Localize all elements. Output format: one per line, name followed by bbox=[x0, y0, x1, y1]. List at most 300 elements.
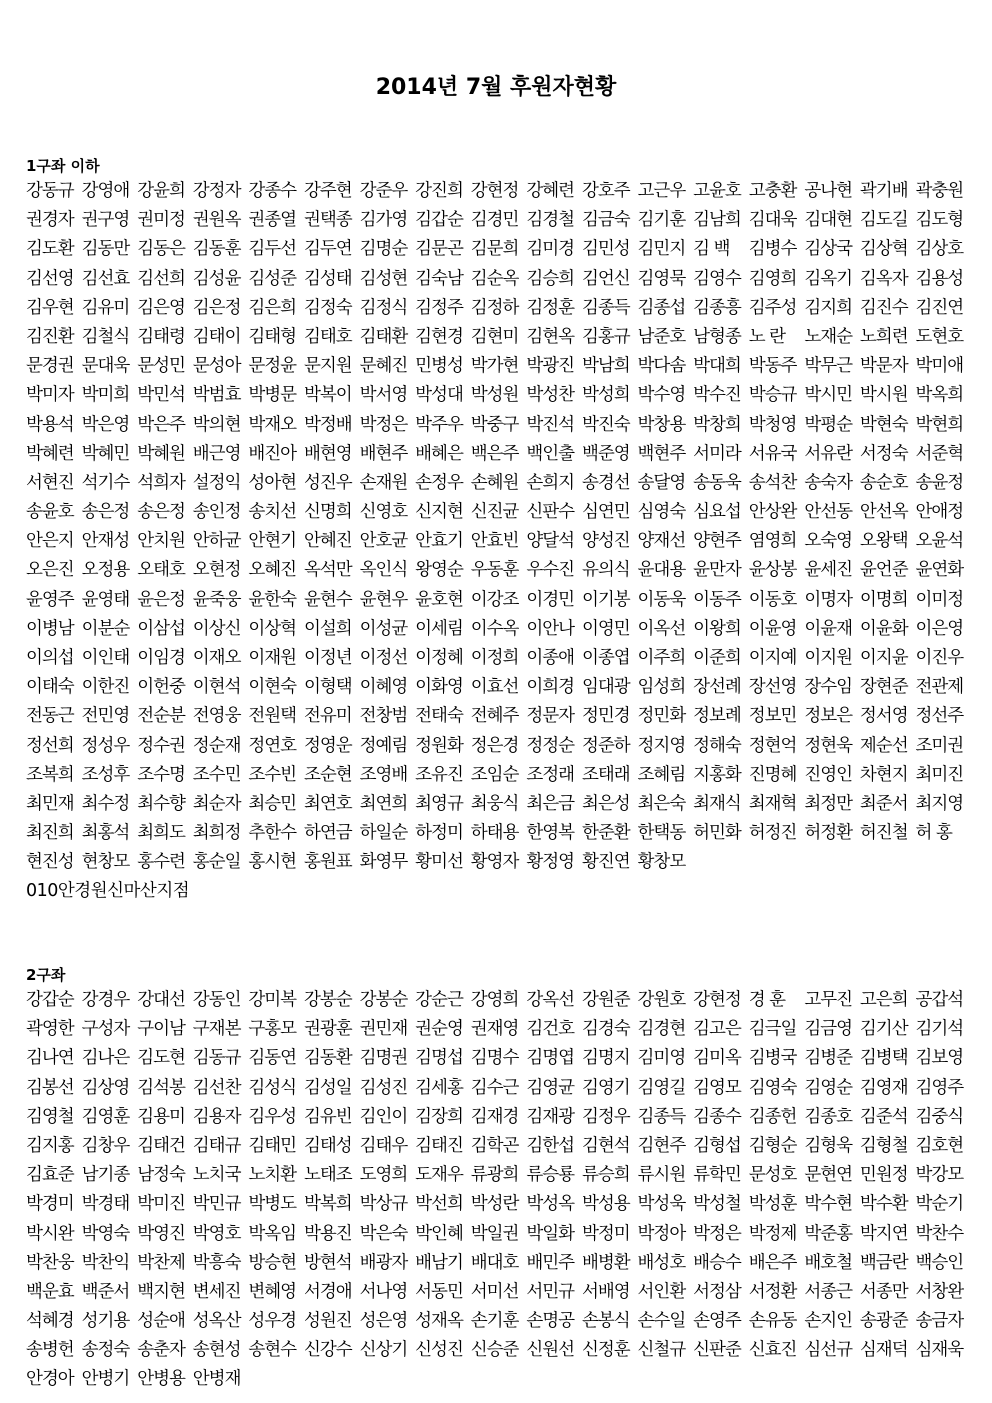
donor-name: 김영주 bbox=[915, 1077, 964, 1098]
donor-name: 윤한숙 bbox=[248, 589, 297, 610]
donor-name: 이세림 bbox=[415, 618, 463, 639]
donor-name: 노치환 bbox=[248, 1165, 297, 1186]
donor-name: 조정래 bbox=[526, 764, 575, 785]
section-heading: 2구좌 bbox=[26, 966, 66, 984]
donor-name: 김정주 bbox=[415, 297, 463, 318]
donor-name: 김종수 bbox=[693, 1106, 741, 1127]
donor-name: 이윤화 bbox=[859, 618, 908, 639]
donor-name: 박주우 bbox=[415, 414, 463, 435]
donor-name: 서종만 bbox=[859, 1281, 908, 1302]
donor-name: 윤세진 bbox=[804, 560, 853, 581]
donor-name: 권광훈 bbox=[303, 1019, 352, 1040]
donor-name: 박문자 bbox=[859, 356, 908, 377]
donor-name-list bbox=[26, 986, 972, 1395]
donor-name: 김선찬 bbox=[192, 1077, 241, 1098]
donor-name: 손정우 bbox=[415, 472, 463, 493]
donor-name: 강봉순 bbox=[303, 990, 352, 1010]
donor-name: 정민경 bbox=[581, 706, 630, 727]
donor-name: 최순자 bbox=[192, 793, 241, 814]
donor-name: 김호현 bbox=[915, 1135, 964, 1156]
donor-name: 고근우 bbox=[637, 181, 686, 201]
donor-name: 김미경 bbox=[526, 239, 575, 260]
donor-name: 김상혁 bbox=[859, 239, 908, 260]
donor-name: 송현성 bbox=[192, 1340, 241, 1361]
donor-name: 최준서 bbox=[859, 793, 908, 814]
donor-name: 서정환 bbox=[748, 1281, 797, 1302]
donor-name: 이윤영 bbox=[748, 618, 797, 639]
donor-name: 박영호 bbox=[192, 1223, 241, 1244]
donor-name: 안효기 bbox=[415, 531, 463, 552]
donor-name: 김태성 bbox=[303, 1135, 352, 1156]
donor-name: 서정숙 bbox=[859, 443, 908, 464]
donor-name: 강대선 bbox=[137, 990, 185, 1010]
donor-name: 조태래 bbox=[581, 764, 630, 785]
donor-name: 현창모 bbox=[81, 852, 130, 873]
donor-name: 석희자 bbox=[137, 472, 185, 493]
donor-name: 박혜민 bbox=[81, 443, 130, 464]
donor-name: 방현석 bbox=[303, 1252, 352, 1273]
donor-name: 노치국 bbox=[192, 1165, 241, 1186]
donor-name: 박복희 bbox=[303, 1194, 352, 1215]
donor-name: 하정미 bbox=[415, 823, 463, 844]
donor-name: 전순분 bbox=[137, 706, 185, 727]
donor-name: 박창용 bbox=[637, 414, 686, 435]
donor-name: 문성아 bbox=[192, 356, 241, 377]
donor-name: 이성균 bbox=[359, 618, 408, 639]
donor-name: 신강수 bbox=[303, 1340, 352, 1361]
donor-name: 이효선 bbox=[470, 677, 519, 698]
donor-name: 정선주 bbox=[915, 706, 964, 727]
donor-name: 강봉순 bbox=[359, 990, 408, 1010]
donor-name: 문현연 bbox=[804, 1165, 853, 1186]
donor-name: 박인혜 bbox=[415, 1223, 463, 1244]
donor-name: 제순선 bbox=[859, 735, 908, 756]
donor-name: 강종수 bbox=[248, 181, 297, 201]
donor-name: 방승현 bbox=[248, 1252, 297, 1273]
donor-name: 이인태 bbox=[81, 648, 130, 668]
donor-name: 김창우 bbox=[81, 1135, 130, 1156]
donor-name: 김은희 bbox=[248, 297, 297, 318]
donor-name: 오혜진 bbox=[248, 560, 297, 581]
donor-name: 정현욱 bbox=[804, 735, 853, 756]
donor-name: 박복이 bbox=[303, 385, 352, 406]
donor-name: 문성호 bbox=[748, 1165, 797, 1186]
donor-name: 신판준 bbox=[693, 1340, 741, 1361]
donor-name: 박옥임 bbox=[248, 1223, 297, 1244]
donor-name: 노 란 bbox=[748, 326, 786, 347]
donor-name: 강갑순 bbox=[26, 990, 74, 1010]
donor-name: 송현수 bbox=[248, 1340, 297, 1361]
donor-name: 김언신 bbox=[581, 268, 630, 289]
donor-name: 김학곤 bbox=[470, 1135, 519, 1156]
donor-name: 장현준 bbox=[859, 677, 908, 698]
donor-name: 김정훈 bbox=[526, 297, 575, 318]
donor-name: 고윤호 bbox=[693, 181, 741, 201]
donor-name: 박범효 bbox=[192, 385, 241, 406]
donor-name: 김영묵 bbox=[637, 268, 686, 289]
donor-name: 김 백 bbox=[693, 239, 730, 260]
donor-name: 안경아 bbox=[26, 1369, 74, 1390]
donor-name: 백지현 bbox=[137, 1281, 185, 1302]
donor-name: 전원택 bbox=[248, 706, 297, 727]
donor-name: 조영배 bbox=[359, 764, 408, 785]
donor-name: 송은정 bbox=[81, 502, 130, 523]
donor-name: 박무근 bbox=[804, 356, 853, 377]
donor-name: 안병용 bbox=[137, 1369, 185, 1390]
donor-name: 박수영 bbox=[637, 385, 686, 406]
donor-name: 이영민 bbox=[581, 618, 630, 639]
donor-name: 강주현 bbox=[303, 181, 352, 201]
donor-name: 심선규 bbox=[804, 1340, 853, 1361]
donor-name: 최진희 bbox=[26, 823, 74, 844]
donor-name: 이상혁 bbox=[248, 618, 297, 639]
donor-name: 전유미 bbox=[303, 706, 352, 727]
donor-name: 김장희 bbox=[415, 1106, 463, 1127]
donor-name: 황정영 bbox=[526, 852, 575, 873]
donor-name: 이미정 bbox=[915, 589, 964, 610]
donor-name: 강동인 bbox=[192, 990, 241, 1010]
donor-name: 김지홍 bbox=[26, 1135, 74, 1156]
donor-name: 정해숙 bbox=[693, 735, 741, 756]
donor-name: 김병수 bbox=[748, 239, 797, 260]
donor-name: 정정순 bbox=[526, 735, 575, 756]
donor-name: 최연희 bbox=[359, 793, 408, 814]
donor-name: 오현정 bbox=[192, 560, 241, 581]
donor-name: 김기훈 bbox=[637, 210, 686, 231]
donor-name: 정보례 bbox=[693, 706, 741, 727]
donor-name: 권민재 bbox=[359, 1019, 408, 1040]
donor-name: 조복희 bbox=[26, 764, 74, 785]
donor-name: 이재원 bbox=[248, 648, 297, 668]
donor-name: 박병도 bbox=[248, 1194, 297, 1215]
donor-name: 박미희 bbox=[81, 385, 130, 406]
donor-name: 남정숙 bbox=[137, 1165, 185, 1186]
donor-name: 조순현 bbox=[303, 764, 352, 785]
donor-name: 박미진 bbox=[137, 1194, 185, 1215]
donor-name: 박옥희 bbox=[915, 385, 964, 406]
donor-name: 송석찬 bbox=[748, 472, 797, 493]
donor-name: 성진우 bbox=[303, 472, 352, 493]
donor-name: 박성욱 bbox=[637, 1194, 686, 1215]
donor-name: 김주성 bbox=[748, 297, 797, 318]
donor-name: 현진성 bbox=[26, 852, 74, 873]
donor-name: 김성윤 bbox=[192, 268, 241, 289]
donor-name: 손봉식 bbox=[581, 1311, 630, 1332]
donor-name: 박진석 bbox=[526, 414, 575, 435]
donor-name: 박경미 bbox=[26, 1194, 74, 1215]
donor-name: 강영희 bbox=[470, 990, 519, 1010]
donor-name: 김상영 bbox=[81, 1077, 130, 1098]
donor-name: 김나은 bbox=[81, 1048, 130, 1069]
donor-name: 강진희 bbox=[415, 181, 463, 201]
donor-name: 김건호 bbox=[526, 1019, 575, 1040]
donor-name: 오숙영 bbox=[804, 531, 853, 552]
donor-name: 윤호현 bbox=[415, 589, 463, 610]
donor-name-list bbox=[26, 177, 972, 878]
donor-name: 이옥선 bbox=[637, 618, 686, 639]
donor-name: 박경태 bbox=[81, 1194, 130, 1215]
donor-name: 김형순 bbox=[748, 1135, 797, 1156]
donor-name: 박성옥 bbox=[526, 1194, 575, 1215]
donor-name: 양현주 bbox=[693, 531, 741, 552]
donor-name: 최은금 bbox=[526, 793, 575, 814]
donor-name: 김상호 bbox=[915, 239, 964, 260]
donor-name: 백금란 bbox=[859, 1252, 908, 1273]
donor-name: 서경애 bbox=[303, 1281, 352, 1302]
donor-name: 우수진 bbox=[526, 560, 575, 581]
donor-name: 박일화 bbox=[526, 1223, 575, 1244]
donor-name: 이준희 bbox=[693, 648, 741, 668]
donor-name: 이동주 bbox=[693, 589, 741, 610]
donor-name: 공나현 bbox=[804, 181, 853, 201]
donor-name: 심재덕 bbox=[859, 1340, 908, 1361]
donor-name: 송윤정 bbox=[915, 472, 964, 493]
donor-name: 권종열 bbox=[248, 210, 297, 231]
donor-name: 황진연 bbox=[581, 852, 630, 873]
donor-name: 김명엽 bbox=[526, 1048, 575, 1069]
donor-name: 손재원 bbox=[359, 472, 408, 493]
donor-name: 백현주 bbox=[637, 443, 686, 464]
donor-name: 김영철 bbox=[26, 1106, 74, 1127]
donor-name: 김보영 bbox=[915, 1048, 964, 1069]
donor-name: 우동훈 bbox=[470, 560, 519, 581]
donor-name: 이종엽 bbox=[581, 648, 630, 668]
donor-name: 손혜원 bbox=[470, 472, 519, 493]
donor-name: 권재영 bbox=[470, 1019, 519, 1040]
donor-name: 김선희 bbox=[137, 268, 185, 289]
section-heading: 1구좌 이하 bbox=[26, 157, 100, 175]
donor-name: 김석봉 bbox=[137, 1077, 185, 1098]
donor-name: 손영주 bbox=[693, 1311, 741, 1332]
donor-name: 한준환 bbox=[581, 823, 630, 844]
donor-name: 김종헌 bbox=[748, 1106, 797, 1127]
donor-name: 김현미 bbox=[470, 326, 519, 347]
donor-name: 류승룡 bbox=[526, 1165, 575, 1186]
donor-name: 문경권 bbox=[26, 356, 74, 377]
donor-name: 이정희 bbox=[470, 648, 519, 668]
donor-name: 구홍모 bbox=[248, 1019, 297, 1040]
donor-name: 안치원 bbox=[137, 531, 185, 552]
donor-name: 김옥기 bbox=[804, 268, 853, 289]
donor-name: 전관제 bbox=[915, 677, 964, 698]
donor-name: 이임경 bbox=[137, 648, 185, 668]
donor-name: 안혜진 bbox=[303, 531, 352, 552]
donor-name: 도영희 bbox=[359, 1165, 408, 1186]
donor-name: 김우현 bbox=[26, 297, 74, 318]
donor-name: 이화영 bbox=[415, 677, 463, 698]
donor-name: 노희련 bbox=[859, 326, 908, 347]
donor-name: 배근영 bbox=[192, 443, 241, 464]
donor-name: 김진수 bbox=[859, 297, 908, 318]
donor-name: 진영인 bbox=[804, 764, 853, 785]
donor-name: 홍수련 bbox=[137, 852, 185, 873]
donor-name: 김종호 bbox=[804, 1106, 853, 1127]
donor-name: 김현주 bbox=[637, 1135, 686, 1156]
donor-name: 황미선 bbox=[415, 852, 463, 873]
donor-name: 신상기 bbox=[359, 1340, 408, 1361]
donor-name: 심요섭 bbox=[693, 502, 741, 523]
donor-name: 이안나 bbox=[526, 618, 575, 639]
donor-name: 심재욱 bbox=[915, 1340, 964, 1361]
donor-name: 임대광 bbox=[581, 677, 630, 698]
donor-name: 서준혁 bbox=[915, 443, 964, 464]
donor-name: 김나연 bbox=[26, 1048, 74, 1069]
donor-name: 박대희 bbox=[693, 356, 741, 377]
donor-name: 김성태 bbox=[303, 268, 352, 289]
donor-name: 강준우 bbox=[359, 181, 408, 201]
donor-name: 전태숙 bbox=[415, 706, 463, 727]
donor-name: 서동민 bbox=[415, 1281, 463, 1302]
donor-name: 문지원 bbox=[303, 356, 352, 377]
donor-name: 최은성 bbox=[581, 793, 630, 814]
donor-name: 김용성 bbox=[915, 268, 964, 289]
donor-name: 이현숙 bbox=[248, 677, 297, 698]
donor-name: 김금숙 bbox=[581, 210, 630, 231]
donor-name: 안하균 bbox=[192, 531, 241, 552]
donor-name: 김병준 bbox=[804, 1048, 853, 1069]
donor-name: 배승수 bbox=[693, 1252, 741, 1273]
donor-name: 윤죽웅 bbox=[192, 589, 241, 610]
donor-name: 홍원표 bbox=[303, 852, 352, 873]
donor-name: 안선옥 bbox=[859, 502, 908, 523]
donor-name: 서인환 bbox=[637, 1281, 686, 1302]
donor-name: 옥인식 bbox=[359, 560, 408, 581]
donor-name: 김종득 bbox=[581, 297, 630, 318]
donor-name: 박성란 bbox=[470, 1194, 519, 1215]
donor-name: 설정익 bbox=[192, 472, 241, 493]
donor-name: 김유빈 bbox=[303, 1106, 352, 1127]
donor-name: 전동근 bbox=[26, 706, 74, 727]
donor-name: 김형섭 bbox=[693, 1135, 741, 1156]
donor-name: 정현억 bbox=[748, 735, 797, 756]
donor-name: 박준홍 bbox=[804, 1223, 853, 1244]
donor-name: 석기수 bbox=[81, 472, 130, 493]
donor-name: 김경숙 bbox=[581, 1019, 630, 1040]
donor-name: 정민화 bbox=[637, 706, 686, 727]
donor-name: 박창희 bbox=[693, 414, 741, 435]
donor-name: 김기산 bbox=[859, 1019, 908, 1040]
donor-name: 권순영 bbox=[415, 1019, 463, 1040]
donor-name: 곽기배 bbox=[859, 181, 908, 201]
donor-name: 김기석 bbox=[915, 1019, 964, 1040]
donor-name: 김용미 bbox=[137, 1106, 185, 1127]
donor-name: 배현영 bbox=[303, 443, 352, 464]
donor-name: 박정은 bbox=[693, 1223, 741, 1244]
donor-name: 신정훈 bbox=[581, 1340, 630, 1361]
donor-name: 김진연 bbox=[915, 297, 964, 318]
donor-name: 이현석 bbox=[192, 677, 241, 698]
donor-name: 박현희 bbox=[915, 414, 964, 435]
donor-name: 서창완 bbox=[915, 1281, 964, 1302]
donor-name: 박민규 bbox=[192, 1194, 241, 1215]
donor-name: 석혜경 bbox=[26, 1311, 74, 1332]
donor-name: 김지희 bbox=[804, 297, 853, 318]
donor-name: 민병성 bbox=[415, 356, 463, 377]
donor-name: 박은영 bbox=[81, 414, 130, 435]
donor-name: 신성진 bbox=[415, 1340, 463, 1361]
donor-name: 최희정 bbox=[192, 823, 241, 844]
donor-name: 김두선 bbox=[248, 239, 297, 260]
donor-name: 이명희 bbox=[859, 589, 908, 610]
donor-name: 윤은정 bbox=[137, 589, 185, 610]
donor-name: 장수임 bbox=[804, 677, 853, 698]
donor-name: 김영모 bbox=[693, 1077, 741, 1098]
donor-name: 배광자 bbox=[359, 1252, 408, 1273]
donor-name: 박순기 bbox=[915, 1194, 964, 1215]
donor-name: 이수옥 bbox=[470, 618, 519, 639]
donor-name: 이정혜 bbox=[415, 648, 463, 668]
donor-name: 안상완 bbox=[748, 502, 797, 523]
donor-name: 이지윤 bbox=[859, 648, 908, 668]
donor-name: 조수빈 bbox=[248, 764, 297, 785]
donor-name: 박정아 bbox=[637, 1223, 686, 1244]
donor-name: 김중식 bbox=[915, 1106, 964, 1127]
donor-name: 박수환 bbox=[859, 1194, 908, 1215]
donor-name: 정연호 bbox=[248, 735, 297, 756]
donor-name: 서민규 bbox=[526, 1281, 575, 1302]
donor-name: 이주희 bbox=[637, 648, 686, 668]
donor-name: 공갑석 bbox=[915, 990, 964, 1010]
donor-name: 김현석 bbox=[581, 1135, 630, 1156]
donor-name: 강윤희 bbox=[137, 181, 185, 201]
donor-name: 윤언준 bbox=[859, 560, 908, 581]
donor-name: 김옥자 bbox=[859, 268, 908, 289]
donor-name: 김민지 bbox=[637, 239, 686, 260]
donor-name: 박혜련 bbox=[26, 443, 74, 464]
donor-name: 서나영 bbox=[359, 1281, 408, 1302]
donor-name: 송정숙 bbox=[81, 1340, 130, 1361]
donor-name: 배병환 bbox=[581, 1252, 630, 1273]
donor-name: 박민석 bbox=[137, 385, 185, 406]
donor-name: 송광준 bbox=[859, 1311, 908, 1332]
donor-name: 김동만 bbox=[81, 239, 130, 260]
donor-name: 성원진 bbox=[303, 1311, 352, 1332]
donor-name: 이태숙 bbox=[26, 677, 74, 698]
donor-name: 강미복 bbox=[248, 990, 297, 1010]
donor-name: 배대호 bbox=[470, 1252, 519, 1273]
donor-name: 김갑순 bbox=[415, 210, 463, 231]
donor-name: 박가현 bbox=[470, 356, 519, 377]
donor-name: 최수정 bbox=[81, 793, 130, 814]
donor-name: 송인정 bbox=[192, 502, 241, 523]
donor-name: 염영희 bbox=[748, 531, 797, 552]
donor-name: 김도환 bbox=[26, 239, 74, 260]
donor-name: 김영재 bbox=[859, 1077, 908, 1098]
donor-name: 정원화 bbox=[415, 735, 463, 756]
donor-name: 성기용 bbox=[81, 1311, 130, 1332]
donor-name: 김태민 bbox=[248, 1135, 297, 1156]
donor-name: 변세진 bbox=[192, 1281, 241, 1302]
donor-name: 김정하 bbox=[470, 297, 519, 318]
donor-name: 추한수 bbox=[248, 823, 297, 844]
donor-name: 이재오 bbox=[192, 648, 241, 668]
donor-name: 조수민 bbox=[192, 764, 241, 785]
donor-name: 김용자 bbox=[192, 1106, 241, 1127]
donor-name: 박흥숙 bbox=[192, 1252, 241, 1273]
donor-name: 고무진 bbox=[804, 990, 853, 1010]
donor-name: 박영숙 bbox=[81, 1223, 130, 1244]
donor-name: 박의현 bbox=[192, 414, 241, 435]
donor-name: 박시완 bbox=[26, 1223, 74, 1244]
donor-name: 송순호 bbox=[859, 472, 908, 493]
donor-name: 정보은 bbox=[804, 706, 853, 727]
donor-name: 이명자 bbox=[804, 589, 853, 610]
donor-name: 양달석 bbox=[526, 531, 575, 552]
donor-name: 김종섭 bbox=[637, 297, 686, 318]
donor-name: 임성희 bbox=[637, 677, 686, 698]
donor-name: 김문곤 bbox=[415, 239, 463, 260]
donor-name: 심영숙 bbox=[637, 502, 686, 523]
